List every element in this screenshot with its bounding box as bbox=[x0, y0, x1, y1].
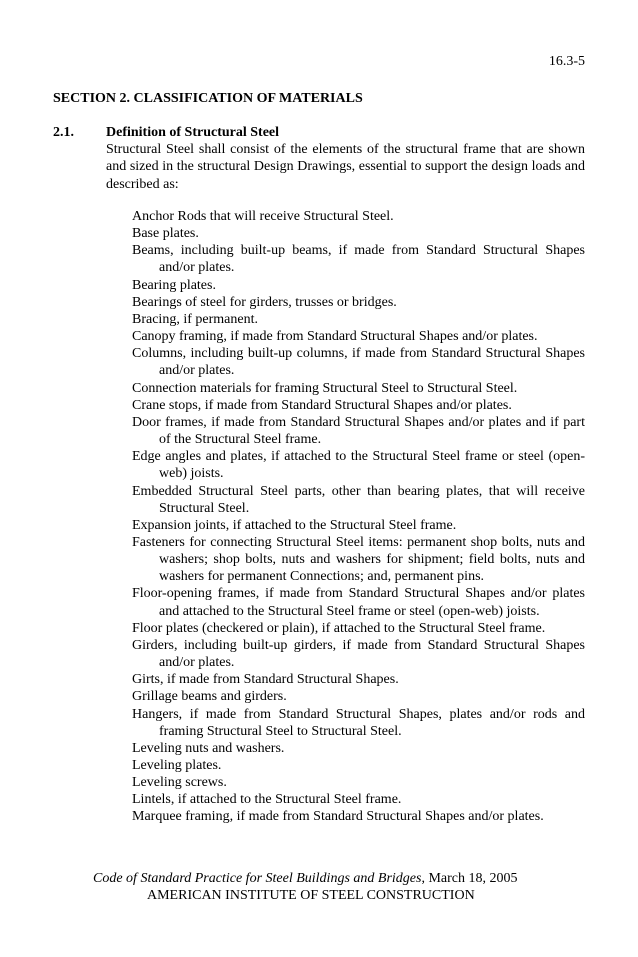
list-item: Girders, including built-up girders, if made from Standard Structural Shapes and/or plates. bbox=[132, 637, 585, 671]
list-item: Grillage beams and girders. bbox=[132, 689, 287, 705]
page-number: 16.3-5 bbox=[548, 54, 585, 69]
list-item: Base plates. bbox=[132, 226, 199, 242]
list-item: Crane stops, if made from Standard Structural Shapes and/or plates. bbox=[132, 397, 512, 413]
section-heading: SECTION 2. CLASSIFICATION OF MATERIALS bbox=[53, 91, 363, 106]
list-item: Bracing, if permanent. bbox=[132, 311, 258, 327]
list-item: Door frames, if made from Standard Structural Shapes and/or plates and if part of the Structural Steel frame. bbox=[132, 414, 585, 448]
subsection-intro: Structural Steel shall consist of the elements of the structural frame that are shown and sized in the structural Design Drawings, essential to support the design loads and described as: bbox=[106, 142, 585, 192]
list-item: Leveling plates. bbox=[132, 758, 222, 773]
list-item: Connection materials for framing Structural Steel to Structural Steel. bbox=[132, 380, 518, 396]
list-item: Edge angles and plates, if attached to the Structural Steel frame or steel (open-web) joists. bbox=[132, 449, 585, 482]
footer-date: , March 18, 2005 bbox=[421, 871, 518, 886]
list-item: Beams, including built-up beams, if made from Standard Structural Shapes and/or plates. bbox=[132, 243, 585, 276]
list-item: Floor plates (checkered or plain), if attached to the Structural Steel frame. bbox=[132, 620, 546, 636]
list-item: Marquee framing, if made from Standard Structural Shapes and/or plates. bbox=[132, 809, 544, 825]
list-item: Girts, if made from Standard Structural Shapes. bbox=[132, 672, 399, 688]
list-item: Anchor Rods that will receive Structural Steel. bbox=[132, 209, 394, 224]
list-item: Hangers, if made from Standard Structural Shapes, plates and/or rods and framing Structural Steel to Structural Steel. bbox=[132, 706, 585, 739]
list-item: Bearing plates. bbox=[132, 277, 216, 293]
list-item: Leveling nuts and washers. bbox=[132, 740, 285, 756]
structural-steel-item-list bbox=[132, 208, 585, 826]
list-item: Canopy framing, if made from Standard Structural Shapes and/or plates. bbox=[132, 329, 538, 345]
footer-publisher: AMERICAN INSTITUTE OF STEEL CONSTRUCTION bbox=[147, 888, 475, 903]
list-item: Fasteners for connecting Structural Steel items: permanent shop bolts, nuts and washers; shop bolts, nuts and washers for shipment; field bolts, nuts and washers for permanent Connections; and, permanent pins. bbox=[132, 534, 585, 585]
subsection-title: Definition of Structural Steel bbox=[106, 125, 280, 140]
list-item: Lintels, if attached to the Structural Steel frame. bbox=[132, 792, 402, 808]
list-item: Leveling screws. bbox=[132, 775, 227, 791]
list-item: Bearings of steel for girders, trusses or bridges. bbox=[132, 294, 397, 310]
list-item: Columns, including built-up columns, if made from Standard Structural Shapes and/or plates. bbox=[132, 346, 585, 379]
footer-citation bbox=[93, 870, 518, 887]
list-item: Floor-opening frames, if made from Standard Structural Shapes and/or plates and attached to the Structural Steel frame or steel (open-web) joists. bbox=[132, 586, 585, 619]
subsection-number: 2.1. bbox=[53, 125, 74, 140]
list-item: Embedded Structural Steel parts, other than bearing plates, that will receive Structural Steel. bbox=[132, 483, 585, 516]
footer-document-title: Code of Standard Practice for Steel Buildings and Bridges bbox=[93, 871, 422, 886]
list-item: Expansion joints, if attached to the Structural Steel frame. bbox=[132, 517, 457, 533]
